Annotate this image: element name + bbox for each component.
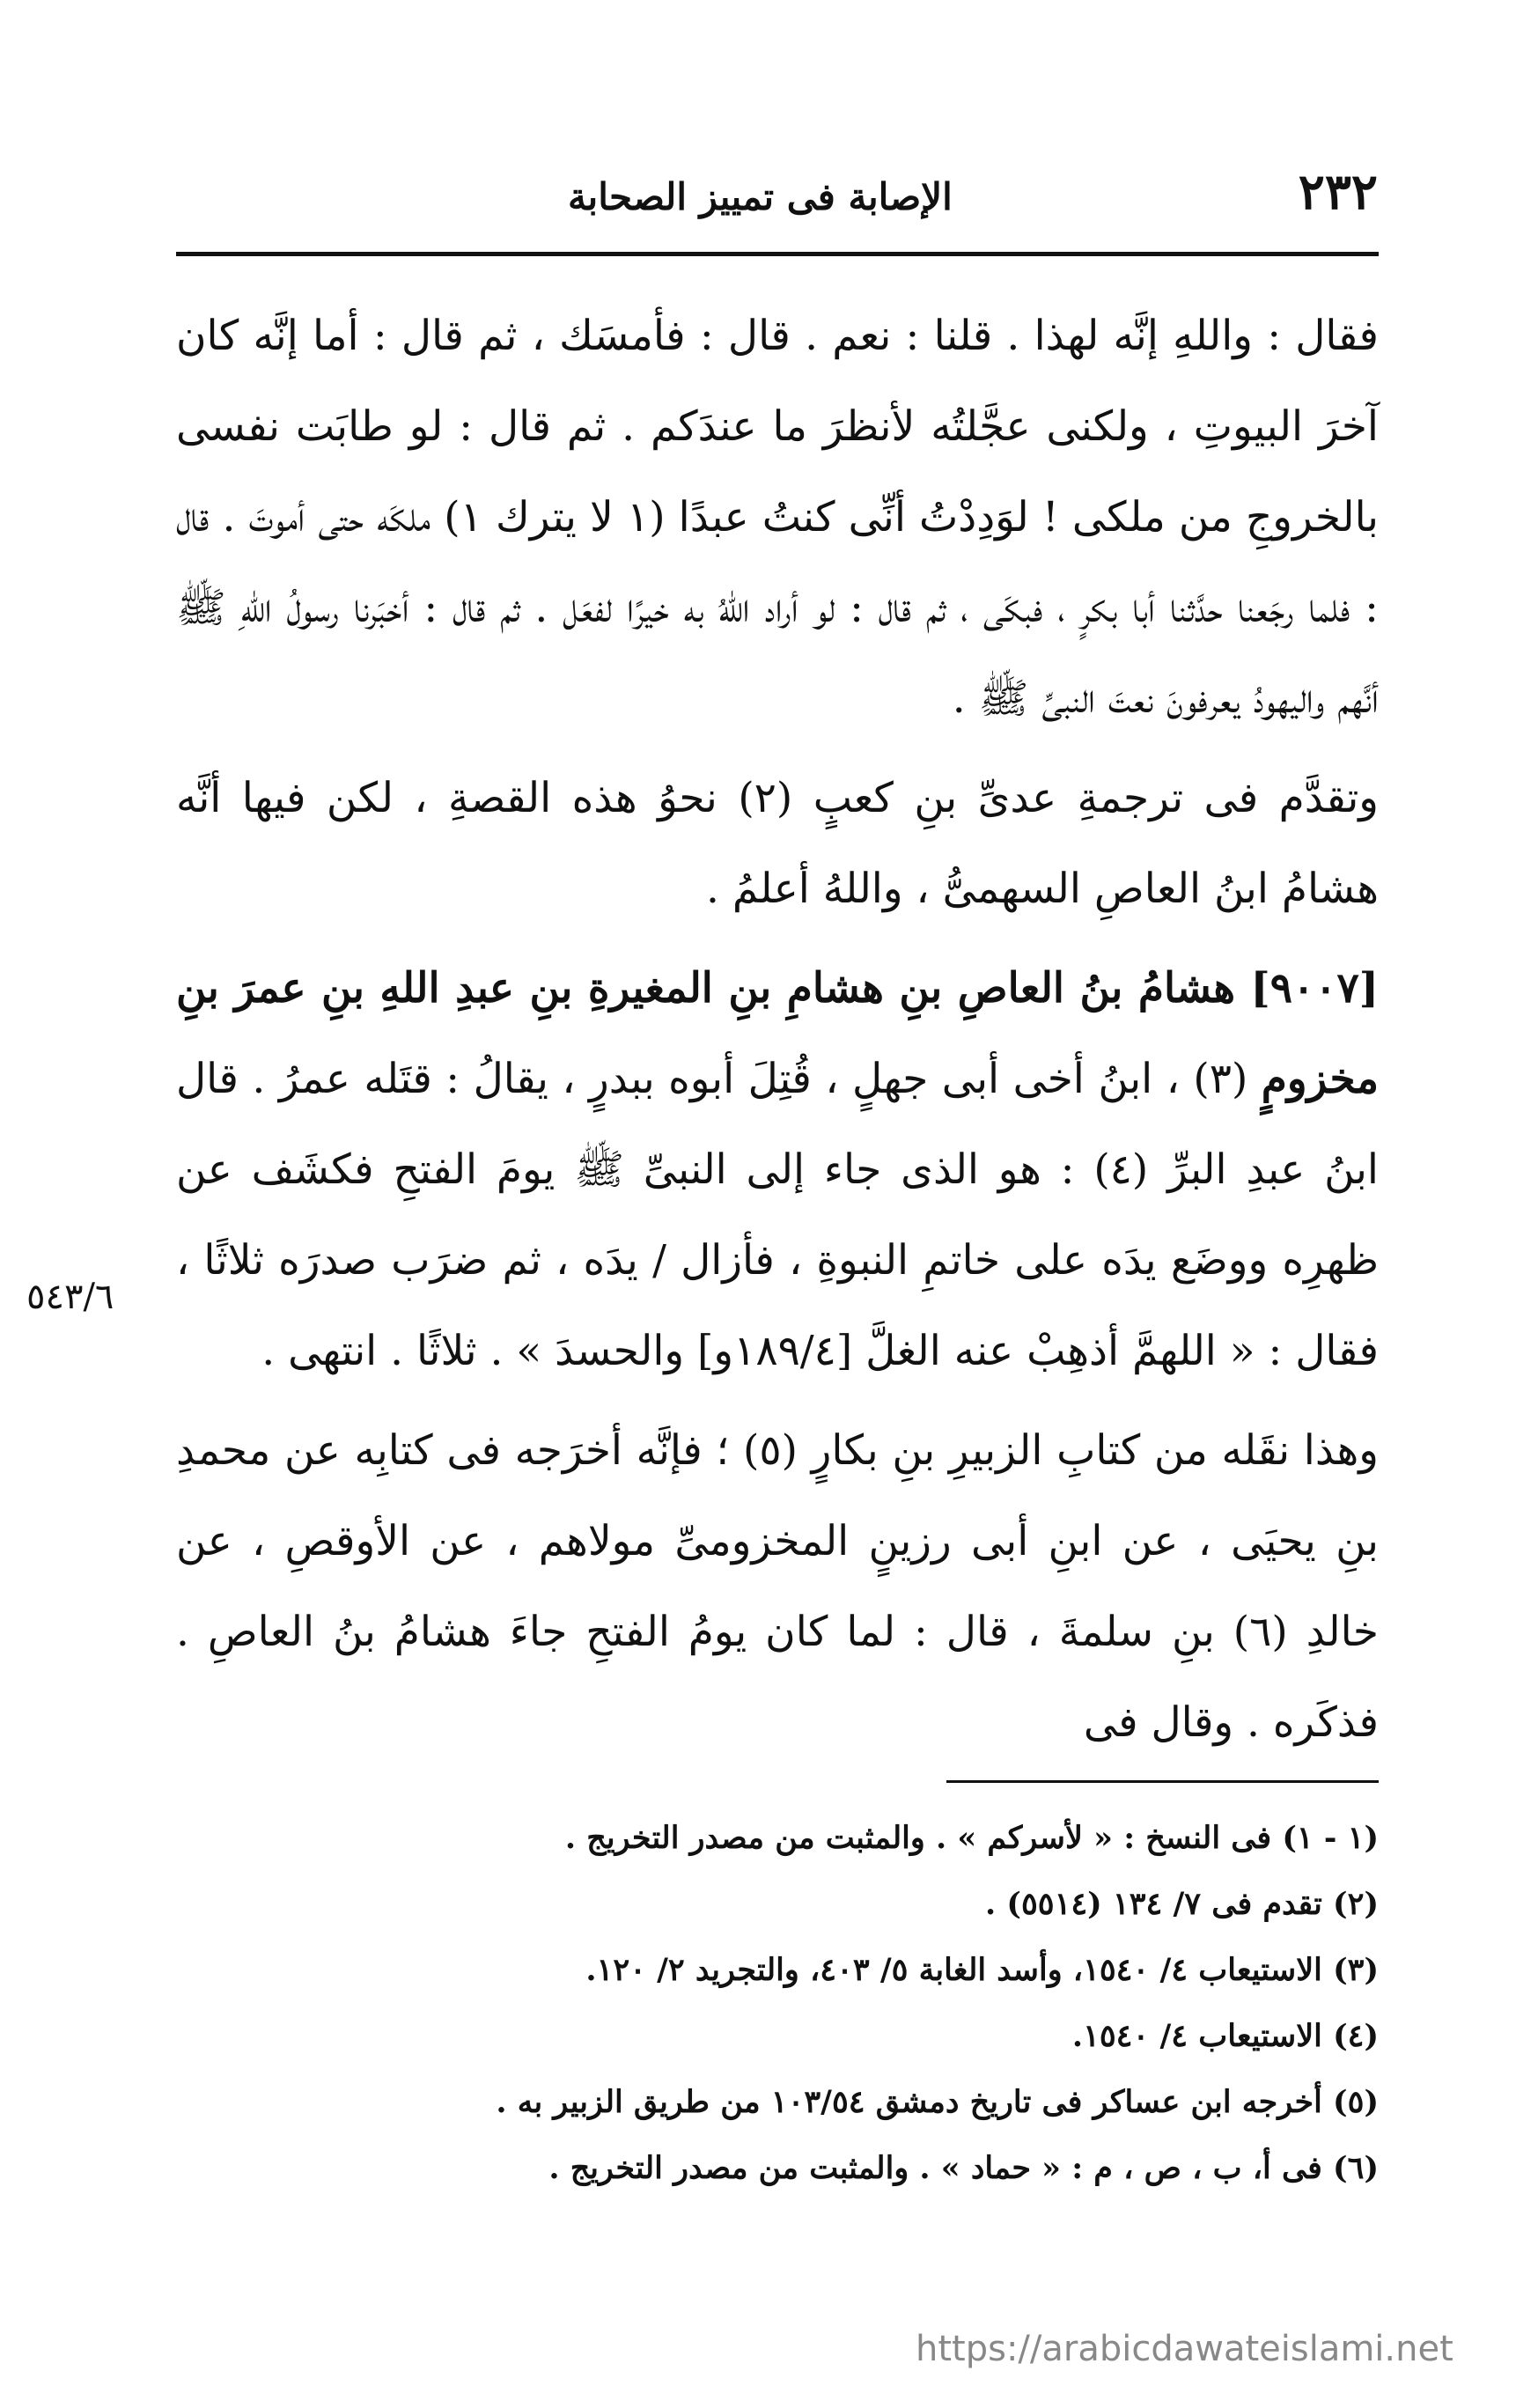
footnote: (٢) تقدم فى ٧/ ١٣٤ (٥٥١٤) . (985, 1886, 1379, 1922)
paragraph (176, 753, 1379, 934)
paragraph-text: فقال : واللهِ إنَّه لهذا . قلنا : نعم . قال : فأمسَك ، ثم قال : أما إنَّه كان آخرَ البيوتِ ، ولكنى عجَّلتُه لأنظرَ ما عندَكم . ثم قال : لو طابَت نفسى بالخروجِ من ملكى ! لوَدِدْتُ أنِّى كنتُ عبدًا (١ لا يترك ١) ملكَه حتى أموتَ . قال : فلما رجَعنا حدَّثنا أبا بكرٍ ، فبكَى ، ثم قال : لو أراد اللهُ به خيرًا لفعَل . ثم قال : أخبَرنا رسولُ اللهِ ﷺ أنَّهم واليهودُ يعرفونَ نعتَ النبىِّ ﷺ . (176, 312, 1379, 723)
footnote: (١ - ١) فى النسخ : « لأسركم » . والمثبت من مصدر التخريج . (564, 1820, 1379, 1856)
biography-entry (176, 943, 1379, 1396)
entry-heading: [٩٠٠٧] هشامُ بنُ العاصِ بنِ هشامِ بنِ المغيرةِ بنِ عبدِ اللهِ بنِ عمرَ بنِ مخزومٍ (176, 964, 1379, 1103)
paragraph-text: وتقدَّم فى ترجمةِ عدىِّ بنِ كعبٍ (٢) نحوُ هذه القصةِ ، لكن فيها أنَّه هشامُ ابنُ العاصِ السهمىُّ ، واللهُ أعلمُ . (176, 774, 1379, 913)
paragraph (176, 1405, 1379, 1768)
page-header (180, 163, 1378, 242)
footnote: (٤) الاستيعاب ٤/ ١٥٤٠. (1071, 2018, 1379, 2054)
page-number: ٢٣٢ (1298, 163, 1378, 221)
main-text (176, 291, 1379, 1777)
footnote: (٣) الاستيعاب ٤/ ١٥٤٠، وأسد الغابة ٥/ ٤٠٣، والتجريد ٢/ ١٢٠. (585, 1952, 1379, 1988)
paragraph-text: (٣) ، ابنُ أخى أبى جهلٍ ، قُتِلَ أبوه ببدرٍ ، يقالُ : قتَله عمرُ . قال ابنُ عبدِ البرِّ (٤) : هو الذى جاء إلى النبىِّ ﷺ يومَ الفتحِ فكشَف عن ظهرِه ووضَع يدَه على خاتمِ النبوةِ ، فأزال / يدَه ، ثم ضرَب صدرَه ثلاثًا ، فقال : « اللهمَّ أذهِبْ عنه الغلَّ [١٨٩/٤و] والحسدَ » . ثلاثًا . انتهى . (176, 1055, 1379, 1375)
paragraph (176, 291, 1379, 744)
footnotes (493, 1805, 1379, 2201)
margin-reference: ٥٤٣/٦ (26, 1277, 114, 1317)
running-title: الإصابة فى تمييز الصحابة (568, 175, 953, 218)
header-rule (176, 252, 1379, 256)
footnote: (٦) فى أ، ب ، ص ، م : « حماد » . والمثبت من مصدر التخريج . (548, 2150, 1379, 2186)
footnote-rule (946, 1780, 1379, 1783)
paragraph-text: وهذا نقَله من كتابِ الزبيرِ بنِ بكارٍ (٥) ؛ فإنَّه أخرَجه فى كتابِه عن محمدِ بنِ يحيَى ، عن ابنِ أبى رزينٍ المخزومىِّ مولاهم ، عن الأوقصِ ، عن خالدِ (٦) بنِ سلمةَ ، قال : لما كان يومُ الفتحِ جاءَ هشامُ بنُ العاصِ . فذكَره . وقال فى (176, 1426, 1379, 1747)
footnote: (٥) أخرجه ابن عساكر فى تاريخ دمشق ١٠٣/٥٤ من طريق الزبير به . (496, 2084, 1379, 2120)
watermark-url: https://arabicdawateislami.net (916, 2329, 1453, 2369)
